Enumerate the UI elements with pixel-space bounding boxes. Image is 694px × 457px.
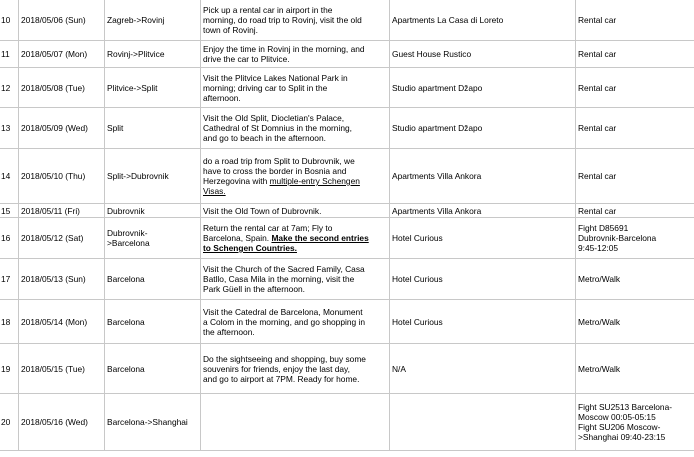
hotel-cell[interactable]: Studio apartment Džapo <box>390 68 576 108</box>
table-row <box>0 41 694 68</box>
date-cell[interactable]: 2018/05/07 (Mon) <box>19 41 105 68</box>
row-number-cell[interactable]: 11 <box>0 41 19 68</box>
table-row <box>0 394 694 451</box>
table-row <box>0 300 694 344</box>
plan-cell[interactable]: Visit the Old Split, Diocletian's Palace, Cathedral of St Domnius in the morning, and go to beach in the afternoon. <box>201 108 390 149</box>
plan-cell[interactable]: Visit the Old Town of Dubrovnik. <box>201 204 390 218</box>
row-number-cell[interactable]: 17 <box>0 259 19 300</box>
date-cell[interactable]: 2018/05/15 (Tue) <box>19 344 105 394</box>
plan-cell[interactable]: Visit the Plitvice Lakes National Park in morning; driving car to Split in the afternoon. <box>201 68 390 108</box>
plan-cell[interactable]: Do the sightseeing and shopping, buy some souvenirs for friends, enjoy the last day, and go to airport at 7PM. Ready for home. <box>201 344 390 394</box>
date-cell[interactable]: 2018/05/16 (Wed) <box>19 394 105 451</box>
transport-cell[interactable]: Fight SU2513 Barcelona- Moscow 00:05-05:15 Fight SU206 Moscow- >Shanghai 09:40-23:15 <box>576 394 694 451</box>
plan-cell[interactable]: Visit the Church of the Sacred Family, Casa Batllo, Casa Mila in the morning, visit the Park Güell in the afternoon. <box>201 259 390 300</box>
hotel-cell[interactable]: Hotel Curious <box>390 300 576 344</box>
transport-cell[interactable]: Rental car <box>576 204 694 218</box>
row-number-cell[interactable]: 15 <box>0 204 19 218</box>
plan-cell[interactable]: Pick up a rental car in airport in the morning, do road trip to Rovinj, visit the old town of Rovinj. <box>201 0 390 41</box>
plan-cell[interactable]: Enjoy the time in Rovinj in the morning, and drive the car to Plitvice. <box>201 41 390 68</box>
row-number-cell[interactable]: 19 <box>0 344 19 394</box>
date-cell[interactable]: 2018/05/10 (Thu) <box>19 149 105 204</box>
plan-cell[interactable]: do a road trip from Split to Dubrovnik, we have to cross the border in Bosnia and Herzegovina with multiple-entry Schengen Visas. <box>201 149 390 204</box>
route-cell[interactable]: Split <box>105 108 201 149</box>
route-cell[interactable]: Split->Dubrovnik <box>105 149 201 204</box>
visa-link-text: multiple-entry Schengen <box>269 176 360 186</box>
route-cell[interactable]: Dubrovnik <box>105 204 201 218</box>
date-cell[interactable]: 2018/05/09 (Wed) <box>19 108 105 149</box>
schengen-note: Make the second entries <box>271 233 369 243</box>
date-cell[interactable]: 2018/05/06 (Sun) <box>19 0 105 41</box>
date-cell[interactable]: 2018/05/13 (Sun) <box>19 259 105 300</box>
route-cell[interactable]: Dubrovnik- >Barcelona <box>105 218 201 259</box>
route-cell[interactable]: Zagreb->Rovinj <box>105 0 201 41</box>
hotel-cell[interactable]: Apartments Villa Ankora <box>390 149 576 204</box>
table-row <box>0 108 694 149</box>
table-row <box>0 259 694 300</box>
transport-cell[interactable]: Metro/Walk <box>576 259 694 300</box>
date-cell[interactable]: 2018/05/08 (Tue) <box>19 68 105 108</box>
transport-cell[interactable]: Metro/Walk <box>576 300 694 344</box>
date-cell[interactable]: 2018/05/14 (Mon) <box>19 300 105 344</box>
row-number-cell[interactable]: 20 <box>0 394 19 451</box>
row-number-cell[interactable]: 14 <box>0 149 19 204</box>
transport-cell[interactable]: Rental car <box>576 41 694 68</box>
hotel-cell[interactable]: Hotel Curious <box>390 218 576 259</box>
transport-cell[interactable]: Fight D85691 Dubrovnik-Barcelona 9:45-12:05 <box>576 218 694 259</box>
table-row <box>0 344 694 394</box>
route-cell[interactable]: Barcelona <box>105 344 201 394</box>
row-number-cell[interactable]: 12 <box>0 68 19 108</box>
route-cell[interactable]: Barcelona->Shanghai <box>105 394 201 451</box>
plan-cell[interactable]: Visit the Catedral de Barcelona, Monument a Colom in the morning, and go shopping in the afternoon. <box>201 300 390 344</box>
table-row <box>0 204 694 218</box>
row-number-cell[interactable]: 16 <box>0 218 19 259</box>
date-cell[interactable]: 2018/05/11 (Fri) <box>19 204 105 218</box>
table-row <box>0 0 694 41</box>
row-number-cell[interactable]: 18 <box>0 300 19 344</box>
hotel-cell[interactable]: Hotel Curious <box>390 259 576 300</box>
transport-cell[interactable]: Rental car <box>576 149 694 204</box>
route-cell[interactable]: Plitvice->Split <box>105 68 201 108</box>
table-row <box>0 68 694 108</box>
hotel-cell[interactable]: Studio apartment Džapo <box>390 108 576 149</box>
transport-cell[interactable]: Rental car <box>576 0 694 41</box>
transport-cell[interactable]: Metro/Walk <box>576 344 694 394</box>
transport-cell[interactable]: Rental car <box>576 108 694 149</box>
plan-cell[interactable] <box>201 394 390 451</box>
plan-cell[interactable]: Return the rental car at 7am; Fly to Barcelona, Spain. Make the second entries to Schengen Countries. <box>201 218 390 259</box>
hotel-cell[interactable]: Apartments Villa Ankora <box>390 204 576 218</box>
route-cell[interactable]: Barcelona <box>105 300 201 344</box>
route-cell[interactable]: Barcelona <box>105 259 201 300</box>
row-number-cell[interactable]: 10 <box>0 0 19 41</box>
row-number-cell[interactable]: 13 <box>0 108 19 149</box>
transport-cell[interactable]: Rental car <box>576 68 694 108</box>
table-row <box>0 149 694 204</box>
table-row <box>0 218 694 259</box>
hotel-cell[interactable] <box>390 394 576 451</box>
date-cell[interactable]: 2018/05/12 (Sat) <box>19 218 105 259</box>
hotel-cell[interactable]: N/A <box>390 344 576 394</box>
hotel-cell[interactable]: Guest House Rustico <box>390 41 576 68</box>
hotel-cell[interactable]: Apartments La Casa di Loreto <box>390 0 576 41</box>
route-cell[interactable]: Rovinj->Plitvice <box>105 41 201 68</box>
